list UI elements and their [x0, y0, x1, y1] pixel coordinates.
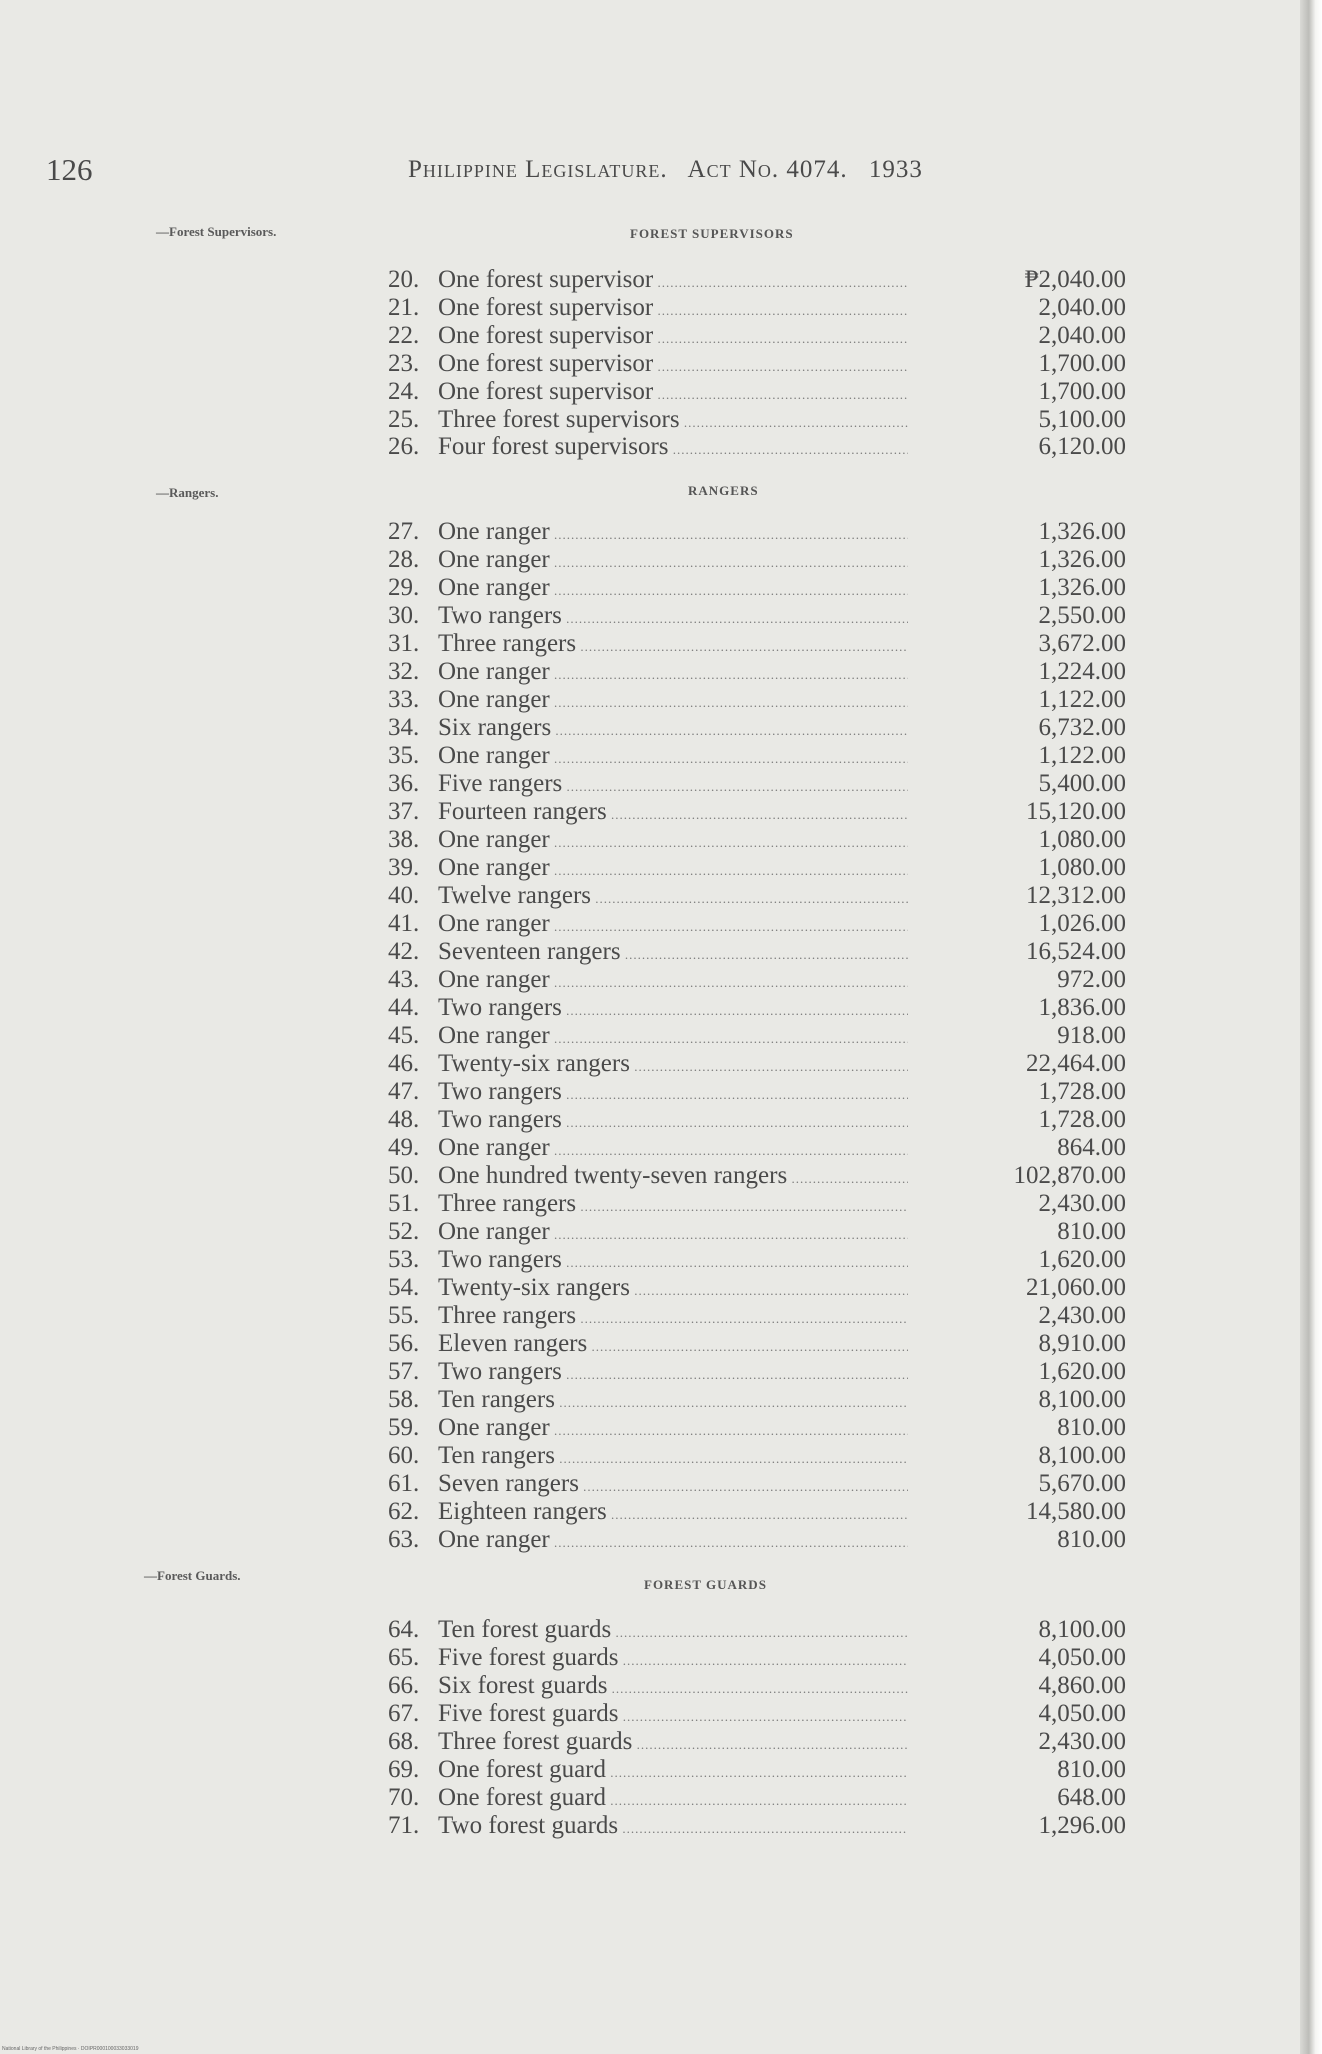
item-amount: 810.00 [1057, 1414, 1126, 1441]
item-amount: 1,728.00 [1038, 1106, 1126, 1133]
item-amount: 1,700.00 [1038, 350, 1126, 377]
item-number: 45. [388, 1022, 420, 1049]
item-amount: 1,326.00 [1038, 518, 1126, 545]
appropriation-item [388, 322, 1126, 348]
item-number: 56. [388, 1330, 420, 1357]
appropriation-item [388, 546, 1126, 572]
appropriation-item [388, 1134, 1126, 1160]
appropriation-item [388, 350, 1126, 376]
item-amount: 4,860.00 [1038, 1672, 1126, 1699]
item-description: One ranger ..... [438, 658, 908, 686]
appropriation-item [388, 1442, 1126, 1468]
margin-note: —Forest Supervisors. [156, 224, 277, 239]
page-number: 126 [46, 152, 93, 187]
item-number: 59. [388, 1414, 420, 1441]
item-amount: 2,550.00 [1038, 602, 1126, 629]
appropriation-item [388, 966, 1126, 992]
item-description: Three rangers ..... [438, 1190, 908, 1218]
item-amount: 5,670.00 [1038, 1470, 1126, 1497]
item-description: Three forest guards ..... [438, 1728, 908, 1756]
appropriation-item [388, 294, 1126, 320]
appropriation-item [388, 1274, 1126, 1300]
item-amount: 1,026.00 [1038, 910, 1126, 937]
item-description: Two rangers ..... [438, 602, 908, 630]
item-number: 39. [388, 854, 420, 881]
item-description: One ranger ..... [438, 1218, 908, 1246]
appropriation-item [388, 1414, 1126, 1440]
item-description: One forest supervisor ..... [438, 350, 908, 378]
item-description: Six rangers ..... [438, 714, 908, 742]
item-amount: 6,120.00 [1038, 433, 1126, 460]
appropriation-item [388, 1728, 1126, 1754]
item-number: 36. [388, 770, 420, 797]
appropriation-item [388, 826, 1126, 852]
item-number: 55. [388, 1302, 420, 1329]
item-number: 53. [388, 1246, 420, 1273]
item-amount: 810.00 [1057, 1218, 1126, 1245]
item-number: 23. [388, 350, 420, 377]
item-description: One ranger ..... [438, 742, 908, 770]
section-heading: RANGERS [688, 483, 759, 498]
section-heading: FOREST GUARDS [644, 1577, 767, 1592]
item-amount: 1,122.00 [1038, 742, 1126, 769]
item-number: 58. [388, 1386, 420, 1413]
running-head-title: Philippine Legislature. [408, 156, 668, 183]
item-number: 65. [388, 1644, 420, 1671]
item-amount: 102,870.00 [1013, 1162, 1126, 1189]
item-amount: 5,400.00 [1038, 770, 1126, 797]
item-number: 27. [388, 518, 420, 545]
item-number: 70. [388, 1784, 420, 1811]
appropriation-item [388, 266, 1126, 292]
item-description: One ranger ..... [438, 966, 908, 994]
item-amount: 4,050.00 [1038, 1644, 1126, 1671]
appropriation-item [388, 1470, 1126, 1496]
item-amount: 1,296.00 [1038, 1812, 1126, 1839]
item-amount: 918.00 [1057, 1022, 1126, 1049]
item-amount: ₱2,040.00 [1024, 266, 1126, 293]
margin-note: —Rangers. [156, 485, 219, 500]
item-description: One ranger ..... [438, 518, 908, 546]
item-description: Two rangers ..... [438, 1106, 908, 1134]
appropriation-item [388, 994, 1126, 1020]
item-amount: 8,100.00 [1038, 1442, 1126, 1469]
page-edge-shadow [1300, 0, 1322, 2054]
item-amount: 648.00 [1057, 1784, 1126, 1811]
item-amount: 2,040.00 [1038, 322, 1126, 349]
item-description: One hundred twenty-seven rangers ..... [438, 1162, 908, 1190]
item-number: 22. [388, 322, 420, 349]
item-amount: 2,430.00 [1038, 1190, 1126, 1217]
item-amount: 1,224.00 [1038, 658, 1126, 685]
item-amount: 22,464.00 [1026, 1050, 1126, 1077]
item-description: One forest supervisor ..... [438, 322, 908, 350]
item-amount: 1,700.00 [1038, 378, 1126, 405]
item-amount: 8,910.00 [1038, 1330, 1126, 1357]
appropriation-item [388, 378, 1126, 404]
item-amount: 12,312.00 [1026, 882, 1126, 909]
item-number: 68. [388, 1728, 420, 1755]
appropriation-item [388, 854, 1126, 880]
item-amount: 2,040.00 [1038, 294, 1126, 321]
margin-note: —Forest Guards. [144, 1568, 241, 1583]
item-number: 50. [388, 1162, 420, 1189]
appropriation-item [388, 1700, 1126, 1726]
appropriation-item [388, 1672, 1126, 1698]
item-amount: 3,672.00 [1038, 630, 1126, 657]
item-description: Twenty-six rangers ..... [438, 1274, 908, 1302]
item-description: Seven rangers ..... [438, 1470, 908, 1498]
item-description: Five rangers ..... [438, 770, 908, 798]
appropriation-item [388, 518, 1126, 544]
item-amount: 1,326.00 [1038, 574, 1126, 601]
item-description: One ranger ..... [438, 1414, 908, 1442]
item-number: 25. [388, 406, 420, 433]
item-number: 20. [388, 266, 420, 293]
item-description: One forest supervisor ..... [438, 378, 908, 406]
appropriation-item [388, 1302, 1126, 1328]
item-description: Eleven rangers ..... [438, 1330, 908, 1358]
appropriation-item [388, 1784, 1126, 1810]
appropriation-item [388, 798, 1126, 824]
item-amount: 15,120.00 [1026, 798, 1126, 825]
item-description: One ranger ..... [438, 1022, 908, 1050]
item-amount: 2,430.00 [1038, 1302, 1126, 1329]
running-head-act: Act No. 4074. [687, 156, 848, 183]
item-description: Fourteen rangers ..... [438, 798, 908, 826]
appropriation-item [388, 686, 1126, 712]
item-description: Two rangers ..... [438, 1358, 908, 1386]
item-number: 42. [388, 938, 420, 965]
appropriation-item [388, 1616, 1126, 1642]
item-number: 40. [388, 882, 420, 909]
item-description: Seventeen rangers ..... [438, 938, 908, 966]
appropriation-item [388, 433, 1126, 459]
item-amount: 1,620.00 [1038, 1246, 1126, 1273]
item-number: 61. [388, 1470, 420, 1497]
item-description: One ranger ..... [438, 1134, 908, 1162]
appropriation-item [388, 770, 1126, 796]
item-number: 63. [388, 1526, 420, 1553]
item-amount: 21,060.00 [1026, 1274, 1126, 1301]
appropriation-item [388, 1526, 1126, 1552]
item-number: 24. [388, 378, 420, 405]
item-amount: 1,728.00 [1038, 1078, 1126, 1105]
section-heading: FOREST SUPERVISORS [630, 226, 794, 241]
item-amount: 1,080.00 [1038, 854, 1126, 881]
appropriation-item [388, 1644, 1126, 1670]
item-amount: 810.00 [1057, 1756, 1126, 1783]
appropriation-item [388, 742, 1126, 768]
item-description: Ten rangers ..... [438, 1442, 908, 1470]
appropriation-item [388, 574, 1126, 600]
item-description: Twenty-six rangers ..... [438, 1050, 908, 1078]
item-description: Five forest guards ..... [438, 1700, 908, 1728]
item-amount: 1,836.00 [1038, 994, 1126, 1021]
item-number: 32. [388, 658, 420, 685]
footer-credit: National Library of the Philippines · DOIPR000100033033019 [2, 2046, 139, 2052]
appropriation-item [388, 1386, 1126, 1412]
item-description: Three rangers ..... [438, 630, 908, 658]
item-description: Two forest guards ..... [438, 1812, 908, 1840]
appropriation-item [388, 1022, 1126, 1048]
appropriation-item [388, 1050, 1126, 1076]
item-description: Eighteen rangers ..... [438, 1498, 908, 1526]
item-description: One forest guard ..... [438, 1784, 908, 1812]
item-number: 35. [388, 742, 420, 769]
item-amount: 5,100.00 [1038, 406, 1126, 433]
item-number: 49. [388, 1134, 420, 1161]
item-description: One ranger ..... [438, 910, 908, 938]
item-number: 52. [388, 1218, 420, 1245]
appropriation-item [388, 1246, 1126, 1272]
appropriation-item [388, 1190, 1126, 1216]
item-number: 38. [388, 826, 420, 853]
item-number: 62. [388, 1498, 420, 1525]
appropriation-item [388, 602, 1126, 628]
appropriation-item [388, 1358, 1126, 1384]
item-number: 47. [388, 1078, 420, 1105]
item-number: 64. [388, 1616, 420, 1643]
item-description: Two rangers ..... [438, 1246, 908, 1274]
item-description: Three forest supervisors ..... [438, 406, 908, 434]
item-number: 29. [388, 574, 420, 601]
item-description: Ten rangers ..... [438, 1386, 908, 1414]
appropriation-item [388, 630, 1126, 656]
item-number: 21. [388, 294, 420, 321]
appropriation-item [388, 658, 1126, 684]
item-amount: 972.00 [1057, 966, 1126, 993]
item-description: Ten forest guards ..... [438, 1616, 908, 1644]
item-amount: 6,732.00 [1038, 714, 1126, 741]
item-description: One ranger ..... [438, 574, 908, 602]
item-description: Twelve rangers ..... [438, 882, 908, 910]
item-number: 31. [388, 630, 420, 657]
item-amount: 8,100.00 [1038, 1386, 1126, 1413]
item-amount: 1,620.00 [1038, 1358, 1126, 1385]
item-description: One forest supervisor ..... [438, 266, 908, 294]
appropriation-item [388, 938, 1126, 964]
item-description: One ranger ..... [438, 686, 908, 714]
item-description: One ranger ..... [438, 546, 908, 574]
appropriation-item [388, 1162, 1126, 1188]
appropriation-item [388, 1756, 1126, 1782]
item-number: 33. [388, 686, 420, 713]
item-number: 44. [388, 994, 420, 1021]
item-number: 54. [388, 1274, 420, 1301]
item-amount: 864.00 [1057, 1134, 1126, 1161]
item-number: 30. [388, 602, 420, 629]
item-number: 34. [388, 714, 420, 741]
item-description: Two rangers ..... [438, 1078, 908, 1106]
running-head-year: 1933 [868, 156, 923, 183]
running-head [408, 156, 937, 184]
item-number: 28. [388, 546, 420, 573]
appropriation-item [388, 1106, 1126, 1132]
item-number: 26. [388, 433, 420, 460]
item-number: 48. [388, 1106, 420, 1133]
item-number: 41. [388, 910, 420, 937]
item-number: 60. [388, 1442, 420, 1469]
item-amount: 14,580.00 [1026, 1498, 1126, 1525]
appropriation-item [388, 910, 1126, 936]
item-number: 51. [388, 1190, 420, 1217]
item-amount: 2,430.00 [1038, 1728, 1126, 1755]
appropriation-item [388, 1078, 1126, 1104]
item-description: One forest supervisor ..... [438, 294, 908, 322]
item-amount: 8,100.00 [1038, 1616, 1126, 1643]
item-number: 46. [388, 1050, 420, 1077]
item-amount: 4,050.00 [1038, 1700, 1126, 1727]
item-description: One ranger ..... [438, 826, 908, 854]
item-description: Five forest guards ..... [438, 1644, 908, 1672]
appropriation-item [388, 1330, 1126, 1356]
item-description: Three rangers ..... [438, 1302, 908, 1330]
appropriation-item [388, 406, 1126, 432]
appropriation-item [388, 1498, 1126, 1524]
item-description: Six forest guards ..... [438, 1672, 908, 1700]
item-number: 37. [388, 798, 420, 825]
item-amount: 16,524.00 [1026, 938, 1126, 965]
item-number: 67. [388, 1700, 420, 1727]
item-description: One forest guard ..... [438, 1756, 908, 1784]
item-amount: 1,122.00 [1038, 686, 1126, 713]
item-description: One ranger ..... [438, 854, 908, 882]
item-amount: 810.00 [1057, 1526, 1126, 1553]
item-number: 69. [388, 1756, 420, 1783]
item-number: 43. [388, 966, 420, 993]
item-description: Two rangers ..... [438, 994, 908, 1022]
appropriation-item [388, 1218, 1126, 1244]
item-amount: 1,080.00 [1038, 826, 1126, 853]
item-number: 71. [388, 1812, 420, 1839]
item-description: Four forest supervisors ..... [438, 433, 908, 461]
appropriation-item [388, 1812, 1126, 1838]
item-number: 66. [388, 1672, 420, 1699]
appropriation-item [388, 714, 1126, 740]
appropriation-item [388, 882, 1126, 908]
item-description: One ranger ..... [438, 1526, 908, 1554]
item-amount: 1,326.00 [1038, 546, 1126, 573]
item-number: 57. [388, 1358, 420, 1385]
